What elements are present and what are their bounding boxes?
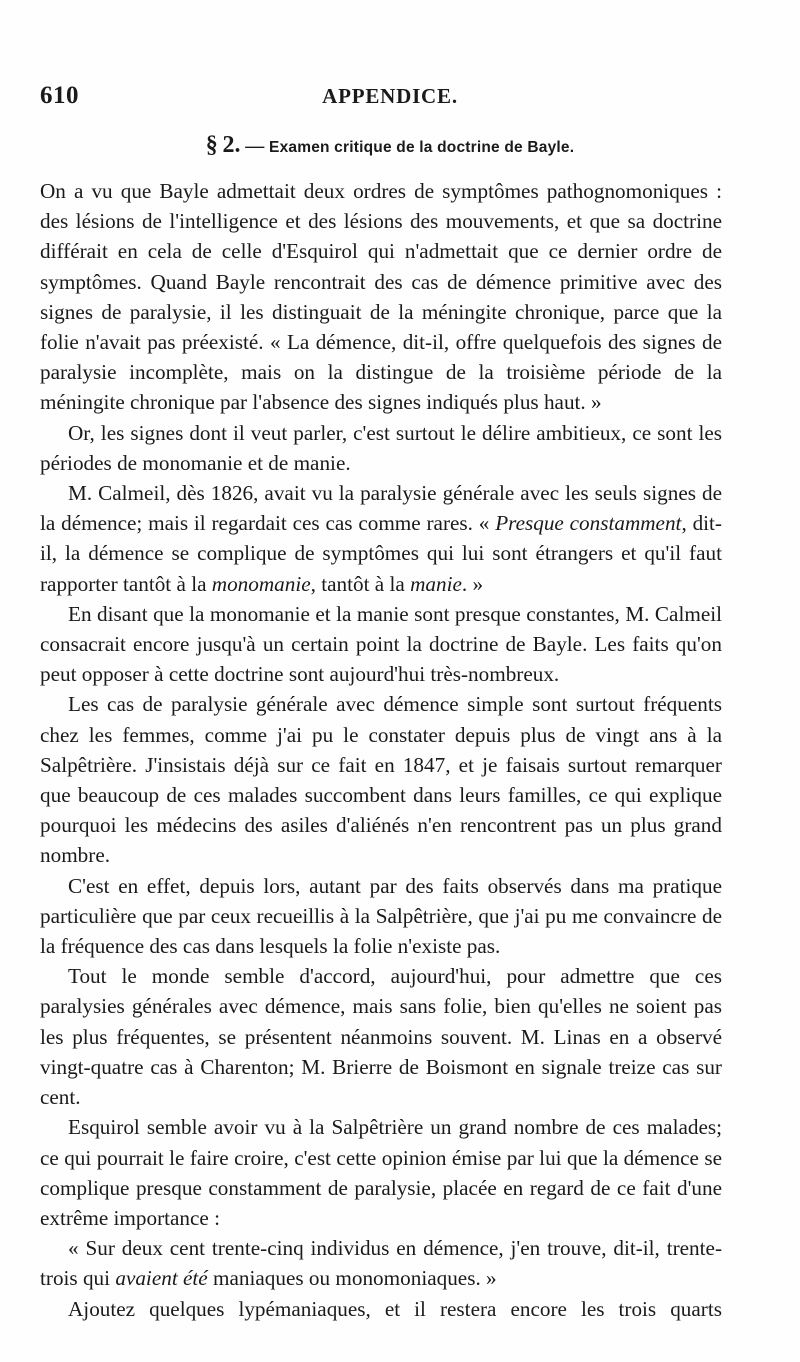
paragraph-1: On a vu que Bayle admettait deux ordres de symptômes pathognomoniques : des lésions de l'intelligence et des lésions des mouvements, et que sa doctrine différait en cela de celle d'Esquirol qui n'admettait que ce dernier ordre de symptômes. Quand Bayle rencontrait des cas de démence primitive avec des signes de paralysie, il les distinguait de la méningite chronique, parce que la folie n'avait pas préexisté. « La démence, dit-il, offre quelquefois des signes de paralysie incomplète, mais on la distingue de la troisième période de la méningite chronique par l'absence des signes indiqués plus haut. » bbox=[40, 179, 722, 415]
paragraph-3 bbox=[40, 478, 722, 599]
section-heading bbox=[40, 132, 740, 159]
paragraph-2: Or, les signes dont il veut parler, c'est surtout le délire ambitieux, ce sont les périodes de monomanie et de manie. bbox=[40, 420, 722, 475]
paragraph-7: Tout le monde semble d'accord, aujourd'hui, pour admettre que ces paralysies générales avec démence, mais sans folie, bien qu'elles ne soient pas les plus fréquentes, se présentent néanmoins souvent. M. Linas en a observé vingt-quatre cas à Charenton; M. Brierre de Boismont en signale treize cas sur cent. bbox=[40, 964, 722, 1110]
paragraph-3-text-a: M. Calmeil, dès 1826, avait vu la paralysie générale avec les seuls signes de la démence; mais il regardait ces cas comme rares. « bbox=[40, 481, 722, 536]
section-dash: — bbox=[245, 136, 265, 157]
paragraph-10: Ajoutez quelques lypémaniaques, et il restera encore les trois quarts bbox=[68, 1296, 722, 1321]
paragraph-3-text-b: , dit-il, la démence se complique de symptômes qui lui sont étrangers et qu'il faut rapporter tantôt à la bbox=[40, 511, 722, 596]
body-text bbox=[40, 176, 722, 1324]
paragraph-3-emphasis-3: manie bbox=[410, 571, 462, 596]
page-number: 610 bbox=[40, 82, 79, 109]
section-title: Examen critique de la doctrine de Bayle. bbox=[269, 139, 575, 156]
section-mark: § bbox=[205, 132, 218, 158]
paragraph-3-text-c: , tantôt à la bbox=[310, 571, 411, 596]
paragraph-5: Les cas de paralysie générale avec démence simple sont surtout fréquents chez les femmes, comme j'ai pu le constater depuis plus de vingt ans à la Salpêtrière. J'insistais déjà sur ce fait en 1847, et je faisais surtout remarquer que beaucoup de ces malades succombent dans leurs familles, ce qui explique pourquoi les médecins des asiles d'aliénés n'en rencontrent pas un plus grand nombre. bbox=[40, 692, 722, 868]
paragraph-6: C'est en effet, depuis lors, autant par des faits observés dans ma pratique particulière que par ceux recueillis à la Salpêtrière, que j'ai pu me convaincre de la fréquence des cas dans lesquels la folie n'existe pas. bbox=[40, 873, 722, 959]
paragraph-3-emphasis-2: monomanie bbox=[211, 571, 311, 596]
running-title: APPENDICE. bbox=[322, 84, 458, 108]
paragraph-9-text-b: maniaques ou monomoniaques. » bbox=[207, 1266, 497, 1291]
paragraph-3-text-d: . » bbox=[461, 571, 484, 596]
running-head bbox=[40, 82, 740, 112]
paragraph-3-emphasis-1: Presque constamment bbox=[495, 511, 682, 536]
section-number: 2. bbox=[222, 132, 241, 158]
paragraph-8: Esquirol semble avoir vu à la Salpêtrière un grand nombre de ces malades; ce qui pourrait le faire croire, c'est cette opinion émise par lui que la démence se complique presque constamment de paralysie, placée en regard de ce fait d'une extrême importance : bbox=[40, 1115, 722, 1230]
paragraph-9 bbox=[40, 1233, 722, 1293]
paragraph-4: En disant que la monomanie et la manie sont presque constantes, M. Calmeil consacrait encore jusqu'à un certain point la doctrine de Bayle. Les faits qu'on peut opposer à cette doctrine sont aujourd'hui très-nombreux. bbox=[40, 601, 722, 687]
paragraph-9-emphasis: avaient été bbox=[115, 1266, 208, 1291]
paragraph-9-text-a: « Sur deux cent trente-cinq individus en démence, j'en trouve, dit-il, trente-trois qui bbox=[40, 1236, 722, 1291]
